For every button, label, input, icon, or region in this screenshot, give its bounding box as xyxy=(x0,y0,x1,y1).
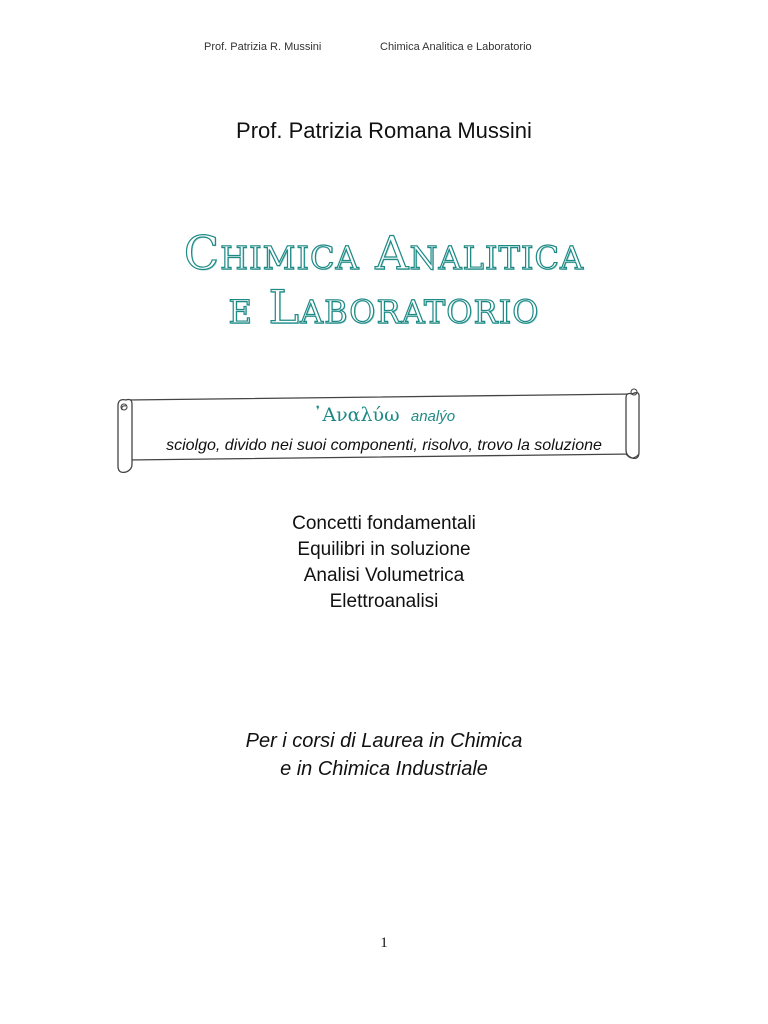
topic-item: Equilibri in soluzione xyxy=(297,539,471,560)
header-course: Chimica Analitica e Laboratorio xyxy=(380,41,532,53)
audience-line-2: e in Chimica Industriale xyxy=(280,758,488,780)
greek-meaning: sciolgo, divido nei suoi componenti, risolvo, trovo la soluzione xyxy=(166,437,602,454)
page-number: 1 xyxy=(380,935,388,951)
author-name: Prof. Patrizia Romana Mussini xyxy=(236,118,532,143)
audience-line-1: Per i corsi di Laurea in Chimica xyxy=(245,730,523,752)
title-line-2: e Laboratorio xyxy=(228,280,540,334)
audience-statement xyxy=(0,727,768,783)
title-line-1: Chimica Analitica xyxy=(183,226,585,280)
greek-word: ᾿Αναλύω xyxy=(312,404,400,426)
transliteration: analýo xyxy=(410,408,456,425)
scroll-banner-graphic xyxy=(110,384,645,476)
topic-item: Analisi Volumetrica xyxy=(303,565,465,586)
topic-item: Concetti fondamentali xyxy=(292,513,476,534)
topics-list xyxy=(0,511,768,615)
greek-word-line xyxy=(0,404,768,427)
header-author: Prof. Patrizia R. Mussini xyxy=(204,41,322,53)
topic-item: Elettroanalisi xyxy=(329,591,439,612)
main-title xyxy=(0,226,768,334)
